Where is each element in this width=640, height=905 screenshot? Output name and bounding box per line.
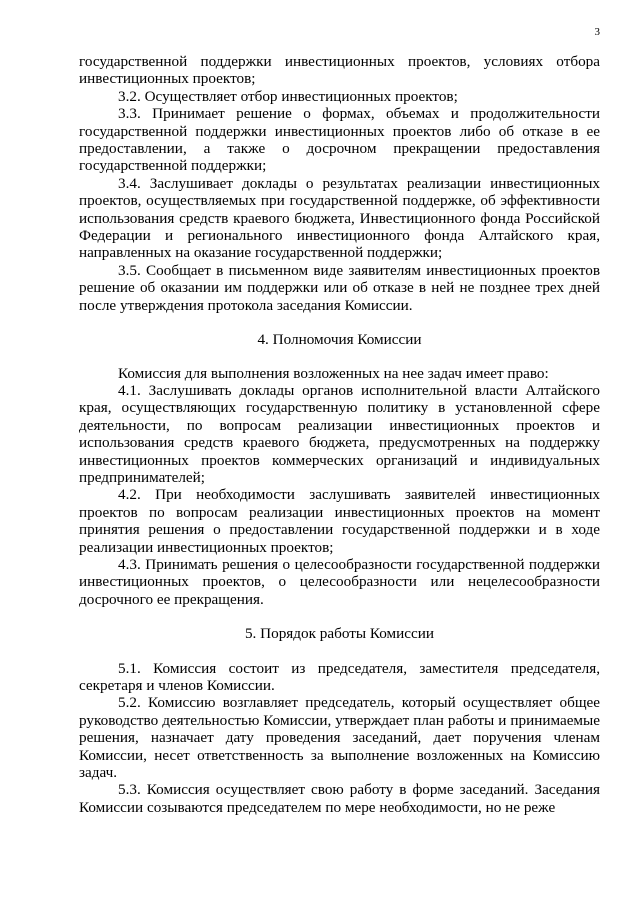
paragraph-4-3: 4.3. Принимать решения о целесообразности государственной поддержки инвестиционных проектов, о целесообразности или нецелесообразности досрочного ее прекращения. [79,555,600,608]
paragraph-5-3: 5.3. Комиссия осуществляет свою работу в форме заседаний. Заседания Комиссии созываются председателем по мере необходимости, но не реже [79,781,600,816]
paragraph-3-5: 3.5. Сообщает в письменном виде заявителям инвестиционных проектов решение об оказании им поддержки или об отказе в ней не позднее трех дней после утверждения протокола заседания Комиссии. [79,261,600,314]
document-body [79,53,600,816]
paragraph-3-2: 3.2. Осуществляет отбор инвестиционных проектов; [118,87,458,105]
paragraph-5-1: 5.1. Комиссия состоит из председателя, заместителя председателя, секретаря и членов Комиссии. [79,659,600,694]
page-number: 3 [594,26,600,38]
paragraph-4-intro: Комиссия для выполнения возложенных на нее задач имеет право: [118,364,549,382]
paragraph-4-1: 4.1. Заслушивать доклады органов исполнительной власти Алтайского края, осуществляющих государственную политику в установленной сфере деятельности, по вопросам реализации инвестиционных проектов и использования средств краевого бюджета, предусмотренных на поддержку инвестиционных проектов коммерческих организаций и индивидуальных предпринимателей; [79,381,600,486]
paragraph-3-3: 3.3. Принимает решение о формах, объемах и продолжительности государственной поддержки инвестиционных проектов либо об отказе в ее предоставлении, а также о досрочном прекращении предоставления государственной поддержки; [79,105,600,175]
section-heading-5: 5. Порядок работы Комиссии [244,625,435,643]
section-heading-4: 4. Полномочия Комиссии [257,331,422,349]
paragraph-3-4: 3.4. Заслушивает доклады о результатах реализации инвестиционных проектов, осуществляемых при государственной поддержке, об эффективности использования средств краевого бюджета, Инвестиционного фонда Российской Федерации и регионального инвестиционного фонда Алтайского края, направленных на оказание государственной поддержки; [79,174,600,262]
paragraph-4-2: 4.2. При необходимости заслушивать заявителей инвестиционных проектов по вопросам реализации инвестиционных проектов на момент принятия решения о предоставлении государственной поддержки и в ходе реализации инвестиционных проектов; [79,486,600,556]
paragraph-5-2: 5.2. Комиссию возглавляет председатель, который осуществляет общее руководство деятельностью Комиссии, утверждает план работы и принимаемые решения, назначает дату проведения заседаний, дает поручения членам Комиссии, несет ответственность за выполнение возложенных на Комиссию задач. [79,694,600,782]
paragraph-3-1-continuation: государственной поддержки инвестиционных проектов, условиях отбора инвестиционных проектов; [79,53,600,88]
